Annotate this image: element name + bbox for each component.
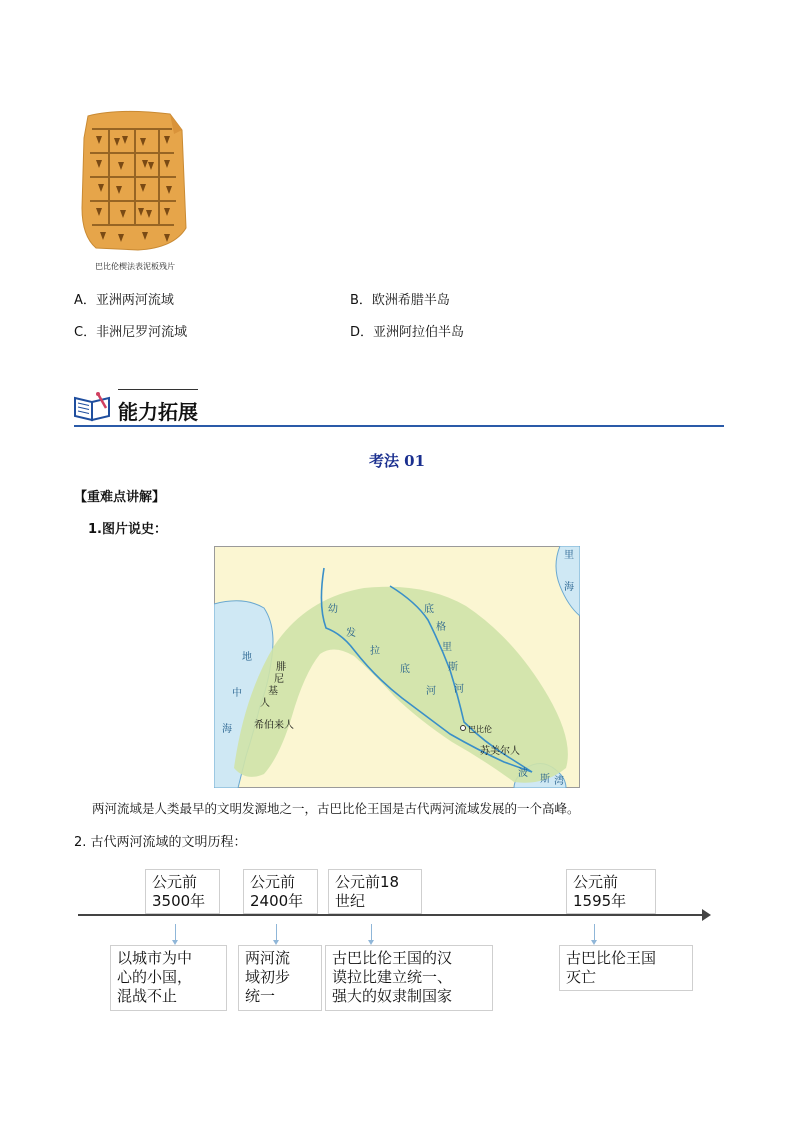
map-label-euphrates-5: 河 (426, 686, 436, 697)
map-label-phoenicia-1: 腓 (276, 662, 286, 673)
timeline-event-1: 以城市为中 心的小国， 混战不止 (110, 945, 227, 1011)
map-label-tigris-3: 里 (442, 642, 452, 653)
map-label-euphrates-3: 拉 (370, 646, 380, 657)
section-divider (74, 425, 724, 427)
subheading-pictures: 1.图片说史： (88, 522, 167, 537)
section-title-overline (118, 389, 198, 390)
kaofa-heading: 考法 01 (368, 452, 426, 470)
timeline-axis (78, 914, 706, 916)
map-label-phoenicia-3: 基 (268, 686, 278, 697)
timeline-connector-2 (276, 924, 277, 940)
map-label-euphrates-1: 幼 (328, 604, 338, 615)
map-label-caspian-2: 海 (564, 582, 574, 593)
map-label-euphrates-4: 底 (400, 664, 410, 675)
timeline-connector-4 (594, 924, 595, 940)
map-label-tigris-5: 河 (454, 684, 464, 695)
timeline-date-3: 公元前18 世纪 (328, 869, 422, 914)
map-label-babylon: 巴比伦 (468, 725, 492, 734)
mesopotamia-map (214, 546, 580, 788)
timeline-date-2: 公元前 2400年 (243, 869, 318, 914)
map-label-hebrews: 希伯来人 (254, 720, 294, 731)
timeline-event-3: 古巴比伦王国的汉 谟拉比建立统一、 强大的奴隶制国家 (325, 945, 493, 1011)
map-label-euphrates-2: 发 (346, 628, 356, 639)
map-label-caspian-1: 里 (564, 550, 574, 561)
map-label-tigris-1: 底 (424, 604, 434, 615)
map-label-phoenicia-4: 人 (260, 698, 270, 709)
option-a[interactable]: A．亚洲两河流域 (74, 293, 174, 308)
map-label-sumerians: 苏美尔人 (480, 746, 520, 757)
tablet-caption: 巴比伦楔法表泥板残片 (95, 262, 175, 271)
option-b[interactable]: B．欧洲希腊半岛 (350, 293, 450, 308)
subheading-timeline: 2. 古代两河流域的文明历程： (74, 835, 247, 850)
option-c[interactable]: C．非洲尼罗河流域 (74, 325, 188, 340)
timeline-event-4: 古巴比伦王国 灭亡 (559, 945, 693, 991)
timeline-arrowhead (702, 909, 711, 921)
section-title: 能力拓展 (118, 400, 198, 424)
map-label-gulf-2: 斯 (540, 774, 550, 785)
clay-tablet-image (78, 108, 190, 256)
timeline-event-2: 两河流 域初步 统一 (238, 945, 322, 1011)
timeline-date-4: 公元前 1595年 (566, 869, 656, 914)
summary-paragraph: 两河流域是人类最早的文明发源地之一，古巴比伦王国是古代两河流域发展的一个高峰。 (92, 801, 580, 816)
map-label-med-3: 海 (222, 724, 232, 735)
timeline-date-1: 公元前 3500年 (145, 869, 220, 914)
book-icon (72, 390, 114, 424)
timeline-connector-3 (371, 924, 372, 940)
map-label-med-1: 地 (242, 652, 252, 663)
map-label-med-2: 中 (232, 688, 242, 699)
timeline-connector-1 (175, 924, 176, 940)
map-label-tigris-4: 斯 (448, 662, 458, 673)
map-label-tigris-2: 格 (436, 622, 446, 633)
map-label-phoenicia-2: 尼 (274, 674, 284, 685)
option-d[interactable]: D．亚洲阿拉伯半岛 (350, 325, 465, 340)
map-label-gulf-3: 湾 (554, 776, 564, 787)
map-label-gulf-1: 波 (518, 768, 528, 779)
key-points-heading: 【重难点讲解】 (74, 490, 166, 505)
